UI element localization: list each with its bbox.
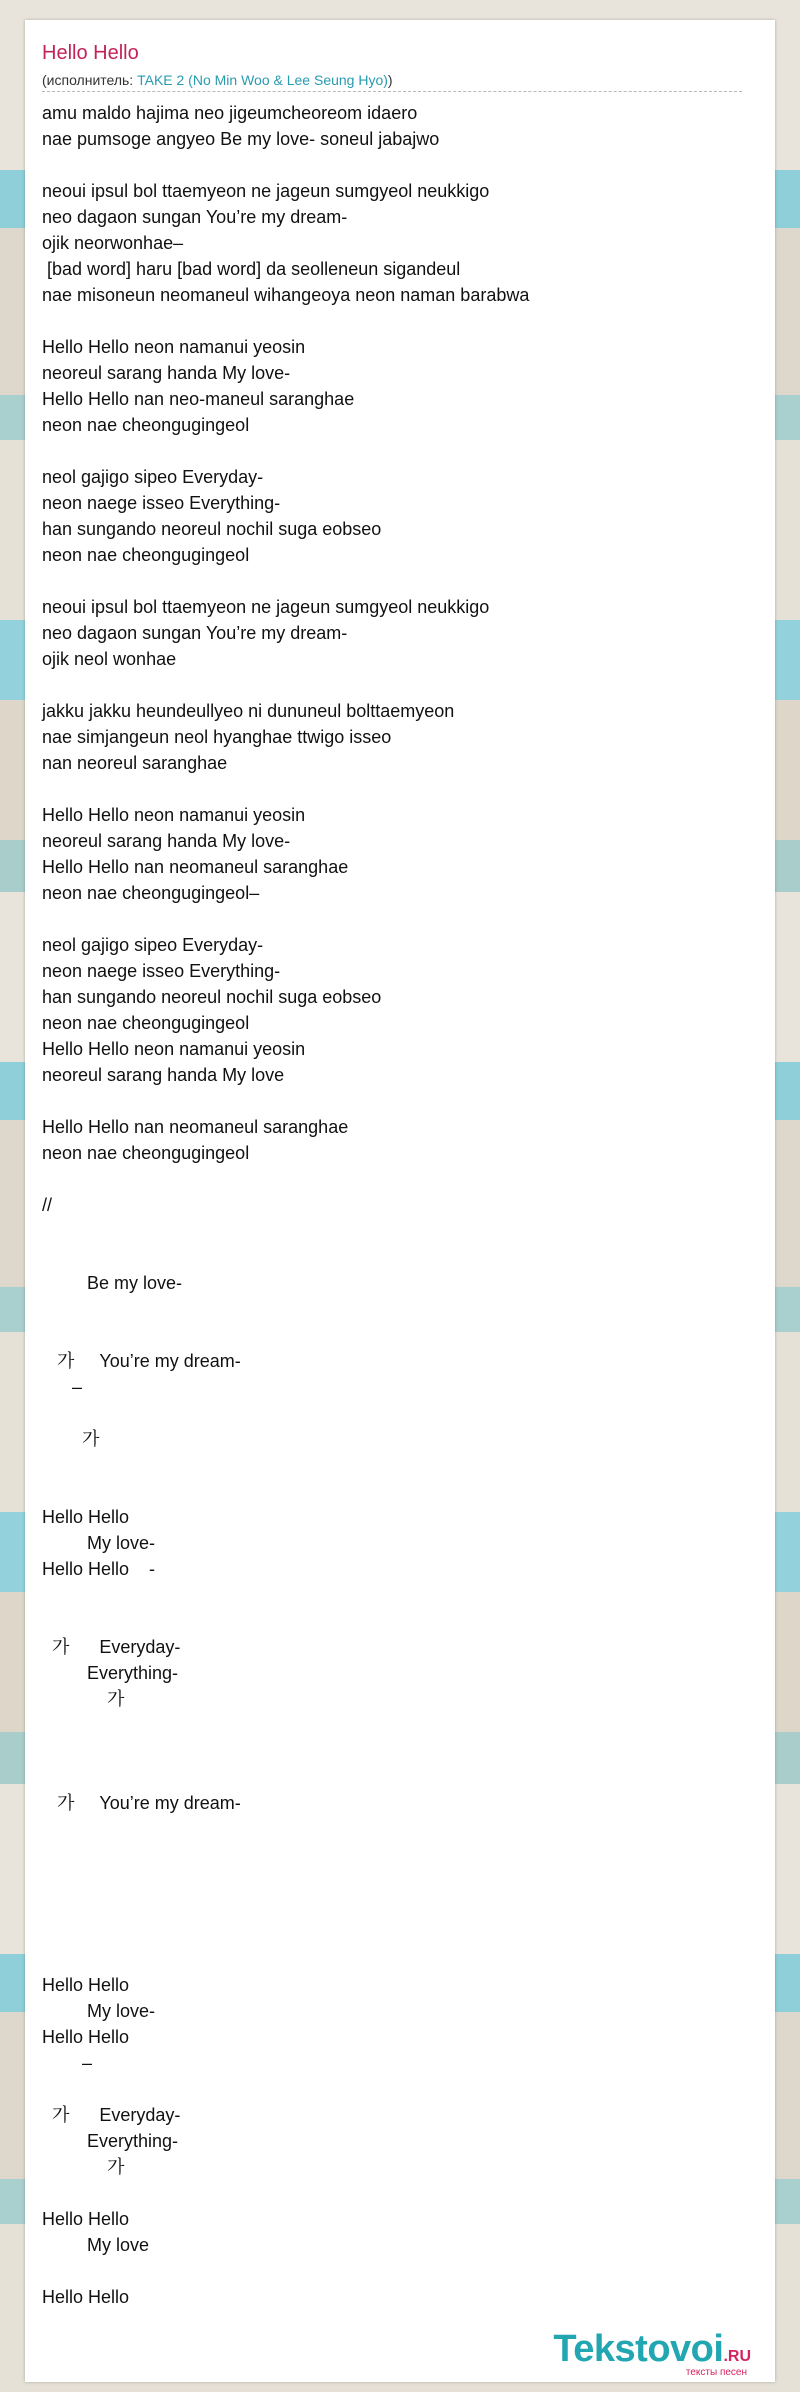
lyric-line: amu maldo hajima neo jigeumcheoreom idaero: [42, 103, 418, 123]
lyric-line: [42, 2258, 752, 2284]
lyric-line: [42, 568, 752, 594]
lyric-line: Hello Hello neon namanui yeosin: [42, 1039, 306, 1059]
lyric-line: My love: [42, 2235, 150, 2255]
lyric-line: Hello Hello nan neomaneul saranghae: [42, 1117, 349, 1137]
lyric-line: ojik neorwonhae–: [42, 233, 184, 253]
lyric-line: [42, 1322, 752, 1348]
lyrics-card: [25, 20, 775, 2382]
lyric-line: neol gajigo sipeo Everyday-: [42, 467, 264, 487]
lyric-line: My love-: [42, 1533, 156, 1553]
lyric-line: My love-: [42, 2001, 156, 2021]
lyric-line: Hello Hello nan neo-maneul saranghae: [42, 389, 355, 409]
lyric-line: neo dagaon sungan You’re my dream-: [42, 207, 348, 227]
lyric-line: neon naege isseo Everything-: [42, 493, 281, 513]
lyric-line: neon naege isseo Everything-: [42, 961, 281, 981]
lyric-line: [42, 1764, 752, 1790]
lyric-line: [42, 1166, 752, 1192]
artist-prefix: (исполнитель:: [42, 72, 138, 88]
lyric-line: Hello Hello neon namanui yeosin: [42, 805, 306, 825]
lyric-line: [42, 2180, 752, 2206]
lyric-line: 가 Everyday-: [42, 1637, 181, 1657]
lyric-line: nan neoreul saranghae: [42, 753, 228, 773]
logo-tld: .RU: [723, 2348, 751, 2365]
lyric-line: Hello Hello: [42, 1507, 130, 1527]
lyric-line: Hello Hello: [42, 2027, 130, 2047]
lyric-line: [42, 1296, 752, 1322]
lyrics-text: [42, 100, 752, 2310]
lyric-line: [42, 1816, 752, 1842]
lyric-line: neon nae cheongugingeol: [42, 1143, 250, 1163]
artist-link[interactable]: TAKE 2 (No Min Woo & Lee Seung Hyo): [137, 72, 388, 88]
lyric-line: [42, 1244, 752, 1270]
lyric-line: [42, 1920, 752, 1946]
lyric-line: neoreul sarang handa My love-: [42, 363, 291, 383]
lyric-line: [42, 906, 752, 932]
lyric-line: [42, 672, 752, 698]
lyric-line: [42, 152, 752, 178]
logo-tagline: тексты песен: [685, 2367, 747, 2378]
lyric-line: nae pumsoge angyeo Be my love- soneul jabajwo: [42, 129, 440, 149]
artist-line: [42, 72, 742, 92]
lyric-line: [42, 1868, 752, 1894]
lyric-line: Hello Hello: [42, 2287, 130, 2307]
logo-name: Tekstovoi: [553, 2328, 724, 2370]
lyric-line: Hello Hello: [42, 2209, 130, 2229]
lyric-line: Everything-: [42, 1663, 179, 1683]
lyric-line: [42, 1088, 752, 1114]
lyric-line: –: [42, 1377, 83, 1397]
song-title: Hello Hello: [42, 42, 139, 64]
lyric-line: [42, 1946, 752, 1972]
lyric-line: [42, 1712, 752, 1738]
lyric-line: 가: [42, 1429, 100, 1449]
lyric-line: [42, 1608, 752, 1634]
lyric-line: Hello Hello neon namanui yeosin: [42, 337, 306, 357]
lyric-line: [42, 1218, 752, 1244]
lyric-line: //: [42, 1195, 53, 1215]
lyric-line: han sungando neoreul nochil suga eobseo: [42, 987, 382, 1007]
lyric-line: neoui ipsul bol ttaemyeon ne jageun sumgyeol neukkigo: [42, 597, 490, 617]
lyric-line: Be my love-: [42, 1273, 183, 1293]
lyric-line: neon nae cheongugingeol: [42, 545, 250, 565]
lyric-line: Everything-: [42, 2131, 179, 2151]
lyric-line: [42, 1452, 752, 1478]
lyric-line: [bad word] haru [bad word] da seolleneun sigandeul: [42, 259, 461, 279]
site-logo[interactable]: [553, 2330, 751, 2378]
lyric-line: [42, 1842, 752, 1868]
lyric-line: neon nae cheongugingeol: [42, 1013, 250, 1033]
lyric-line: neo dagaon sungan You’re my dream-: [42, 623, 348, 643]
lyric-line: nae simjangeun neol hyanghae ttwigo isseo: [42, 727, 392, 747]
artist-suffix: ): [387, 72, 393, 88]
lyric-line: han sungando neoreul nochil suga eobseo: [42, 519, 382, 539]
lyric-line: 가 You’re my dream-: [42, 1351, 241, 1371]
lyric-line: neoreul sarang handa My love-: [42, 831, 291, 851]
lyric-line: Hello Hello: [42, 1975, 130, 1995]
lyric-line: nae misoneun neomaneul wihangeoya neon naman barabwa: [42, 285, 530, 305]
lyric-line: neol gajigo sipeo Everyday-: [42, 935, 264, 955]
lyric-line: jakku jakku heundeullyeo ni dununeul bolttaemyeon: [42, 701, 455, 721]
lyric-line: Hello Hello -: [42, 1559, 156, 1579]
lyric-line: ojik neol wonhae: [42, 649, 177, 669]
lyric-line: neon nae cheongugingeol: [42, 415, 250, 435]
lyric-line: [42, 438, 752, 464]
lyric-line: neon nae cheongugingeol–: [42, 883, 260, 903]
lyric-line: 가 Everyday-: [42, 2105, 181, 2125]
lyric-line: –: [42, 2053, 93, 2073]
lyric-line: [42, 2076, 752, 2102]
lyric-line: 가: [42, 2157, 125, 2177]
lyric-line: [42, 1738, 752, 1764]
lyric-line: Hello Hello nan neomaneul saranghae: [42, 857, 349, 877]
lyric-line: [42, 1894, 752, 1920]
lyric-line: neoui ipsul bol ttaemyeon ne jageun sumgyeol neukkigo: [42, 181, 490, 201]
lyric-line: [42, 1582, 752, 1608]
lyric-line: 가: [42, 1689, 125, 1709]
lyric-line: [42, 1478, 752, 1504]
lyric-line: [42, 308, 752, 334]
lyric-line: neoreul sarang handa My love: [42, 1065, 285, 1085]
lyric-line: [42, 776, 752, 802]
lyric-line: [42, 1400, 752, 1426]
lyric-line: 가 You’re my dream-: [42, 1793, 241, 1813]
